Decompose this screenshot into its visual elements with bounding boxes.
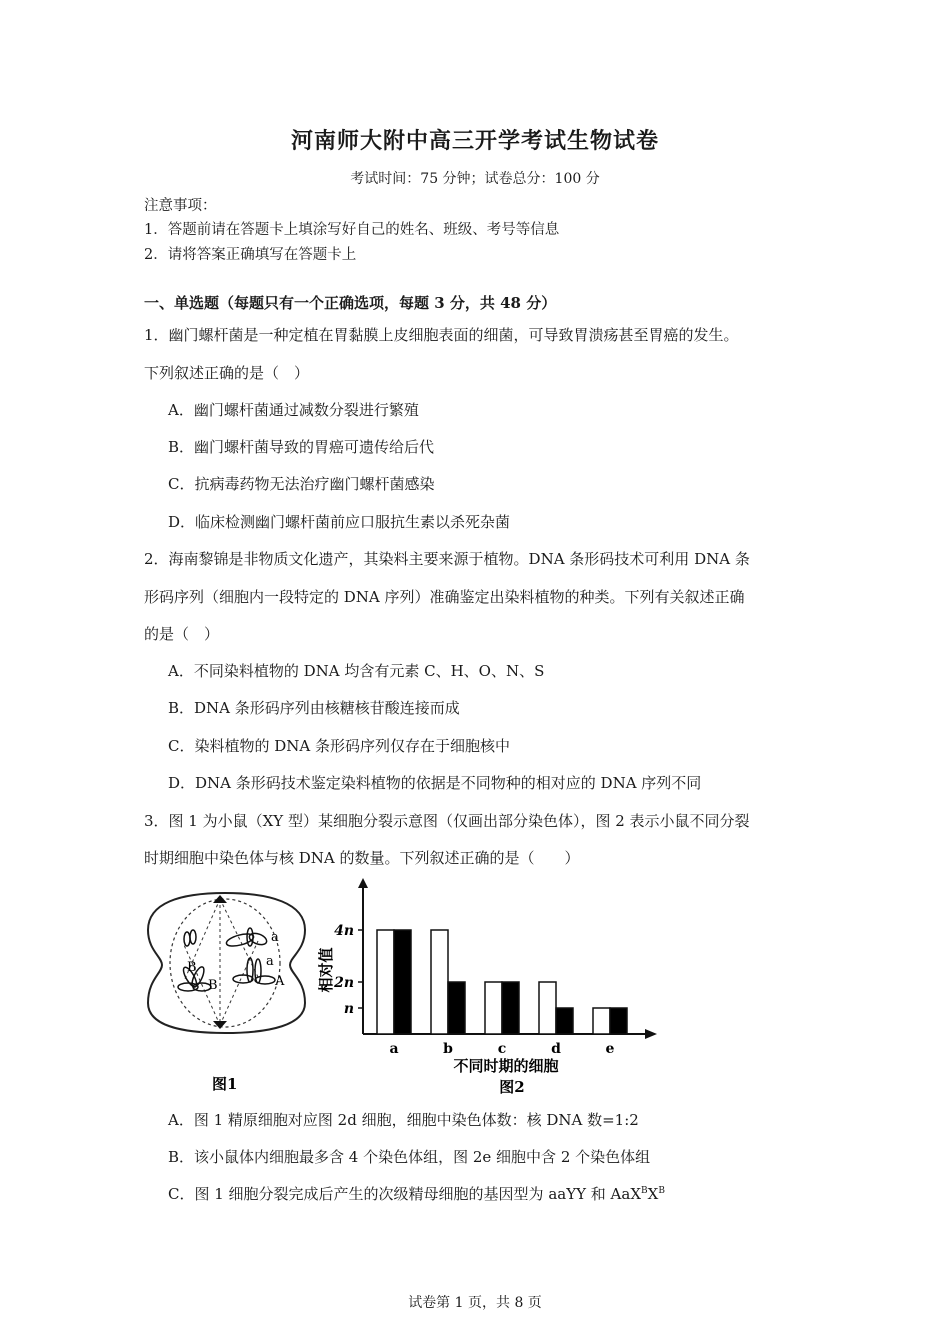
bar-chromosome [539, 982, 556, 1034]
bar-dna [502, 982, 519, 1034]
superscript: B [641, 1186, 648, 1196]
cell-membrane [148, 893, 305, 1033]
option-a: A．幽门螺杆菌通过减数分裂进行繁殖 [168, 401, 419, 419]
bar-chromosome [431, 930, 448, 1034]
x-tick-label: d [551, 1041, 561, 1057]
option-d: D．临床检测幽门螺杆菌前应口服抗生素以杀死杂菌 [168, 513, 511, 531]
chromosome [184, 932, 190, 946]
option-b: B．该小鼠体内细胞最多含 4 个染色体组，图 2e 细胞中含 2 个染色体组 [168, 1148, 651, 1166]
x-tick-label: c [497, 1041, 507, 1057]
bar-chromosome [485, 982, 502, 1034]
chromosome [190, 930, 196, 944]
gene-label: a [271, 930, 279, 945]
figure-1-cell-diagram [140, 885, 310, 1095]
question-text: 的是（ ） [144, 625, 220, 643]
option-d: D．DNA 条形码技术鉴定染料植物的依据是不同物种的相对应的 DNA 序列不同 [168, 774, 702, 792]
option-b: B．幽门螺杆菌导致的胃癌可遗传给后代 [168, 438, 435, 456]
centrosome-top [213, 895, 227, 903]
superscript: B [658, 1186, 665, 1196]
y-tick-label: n [343, 1001, 354, 1017]
question-text: 时期细胞中染色体与核 DNA 的数量。下列叙述正确的是（ ） [144, 849, 580, 867]
bar-dna [394, 930, 411, 1034]
x-tick-label: b [443, 1041, 453, 1057]
page-footer: 试卷第 1 页，共 8 页 [408, 1295, 542, 1311]
option-c-text: X [647, 1185, 659, 1203]
question-text: 1．幽门螺杆菌是一种定植在胃黏膜上皮细胞表面的细菌，可导致胃溃疡甚至胃癌的发生。 [144, 326, 739, 344]
centrosome-bottom [213, 1021, 227, 1029]
note-item: 2．请将答案正确填写在答题卡上 [144, 247, 357, 263]
bar-dna [448, 982, 465, 1034]
bar-chromosome [593, 1008, 610, 1034]
option-c: C．抗病毒药物无法治疗幽门螺杆菌感染 [168, 475, 435, 493]
gene-label: a [266, 954, 274, 969]
exam-info: 考试时间：75 分钟；试卷总分：100 分 [350, 171, 600, 187]
chromosome [255, 976, 275, 984]
gene-label: B [208, 978, 218, 993]
question-text: 2．海南黎锦是非物质文化遗产，其染料主要来源于植物。DNA 条形码技术可利用 DNA 条 [144, 550, 750, 568]
figure-2-caption: 图2 [499, 1078, 525, 1096]
chromosome [233, 975, 253, 983]
y-axis-arrow [358, 878, 368, 888]
bar-chromosome [377, 930, 394, 1034]
question-text: 下列叙述正确的是（ ） [144, 364, 310, 382]
figure-1-caption: 图1 [212, 1075, 238, 1093]
y-axis-label: 相对值 [317, 947, 335, 993]
question-text: 3．图 1 为小鼠（XY 型）某细胞分裂示意图（仅画出部分染色体），图 2 表示小鼠不同分裂 [144, 812, 750, 830]
option-c [168, 1183, 665, 1204]
page-title: 河南师大附中高三开学考试生物试卷 [290, 128, 659, 154]
section-heading: 一、单选题（每题只有一个正确选项，每题 3 分，共 48 分） [144, 294, 557, 312]
gene-label: B [187, 960, 197, 975]
notes-heading: 注意事项： [144, 198, 217, 214]
y-tick-label: 2n [334, 975, 354, 991]
note-item: 1．答题前请在答题卡上填涂写好自己的姓名、班级、考号等信息 [144, 222, 560, 238]
gene-label: A [275, 974, 285, 989]
option-a: A．图 1 精原细胞对应图 2d 细胞，细胞中染色体数：核 DNA 数=1:2 [168, 1111, 639, 1129]
x-axis-arrow [645, 1029, 657, 1039]
x-axis-label: 不同时期的细胞 [453, 1057, 559, 1075]
option-b: B．DNA 条形码序列由核糖核苷酸连接而成 [168, 699, 460, 717]
question-text: 形码序列（细胞内一段特定的 DNA 序列）准确鉴定出染料植物的种类。下列有关叙述正确 [144, 588, 745, 606]
x-tick-label: a [389, 1041, 399, 1057]
y-tick-label: 4n [334, 923, 354, 939]
bar-dna [610, 1008, 627, 1034]
option-c: C．染料植物的 DNA 条形码序列仅存在于细胞核中 [168, 737, 510, 755]
figure-2-chart [305, 872, 665, 1097]
bar-dna [556, 1008, 573, 1034]
x-tick-label: e [605, 1041, 615, 1057]
option-c-text: C．图 1 细胞分裂完成后产生的次级精母细胞的基因型为 aaYY 和 AaX [168, 1185, 642, 1203]
option-a: A．不同染料植物的 DNA 均含有元素 C、H、O、N、S [168, 662, 545, 680]
